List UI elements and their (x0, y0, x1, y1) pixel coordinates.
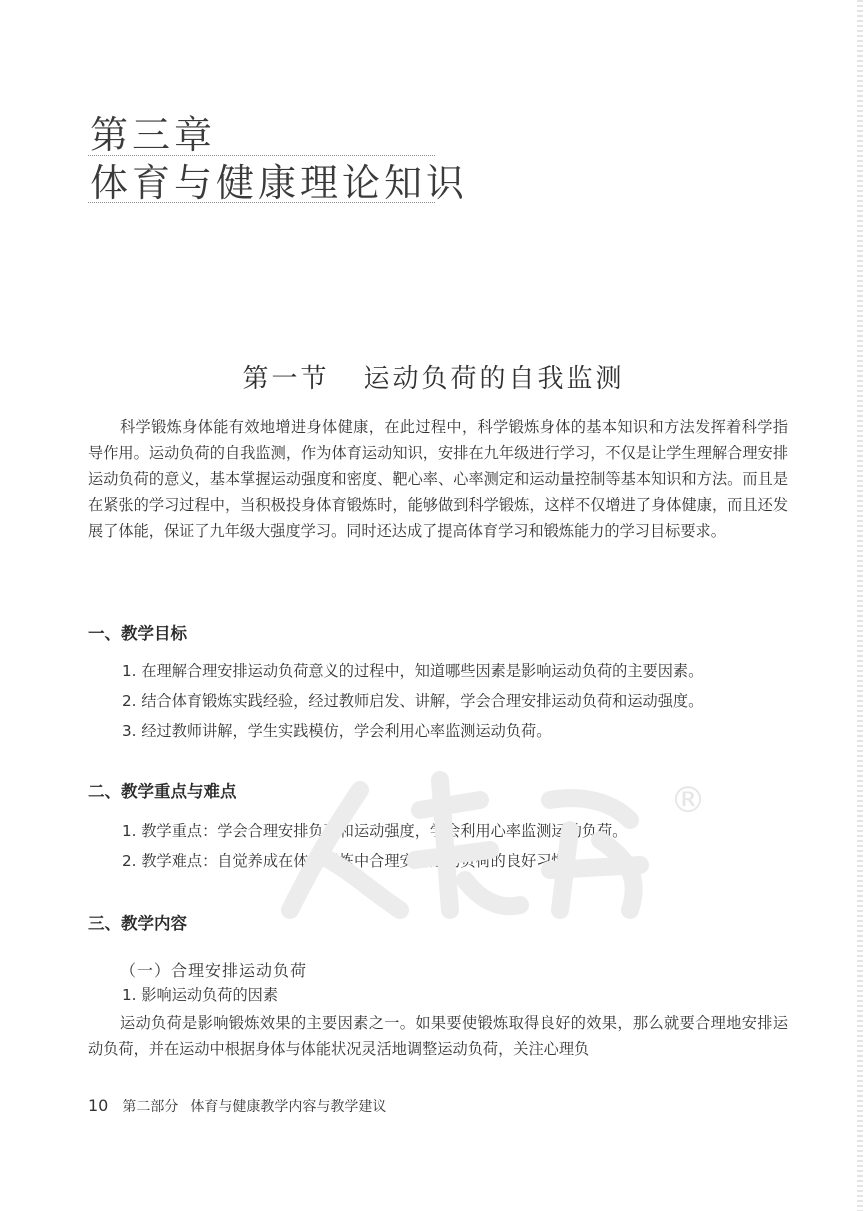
list-item: 1. 教学重点：学会合理安排负荷和运动强度，学会利用心率监测运动负荷。 (122, 822, 628, 840)
list-item: 3. 经过教师讲解，学生实践模仿，学会利用心率监测运动负荷。 (122, 722, 552, 740)
intro-paragraph: 科学锻炼身体能有效地增进身体健康，在此过程中，科学锻炼身体的基本知识和方法发挥着科学指导作用。运动负荷的自我监测，作为体育运动知识，安排在九年级进行学习，不仅是让学生理解合理安排运动负荷的意义，基本掌握运动强度和密度、靶心率、心率测定和运动量控制等基本知识和方法。而且是在紧张的学习过程中，当积极投身体育锻炼时，能够做到科学锻炼，这样不仅增进了身体健康，而且还发展了体能，保证了九年级大强度学习。同时还达成了提高体育学习和锻炼能力的学习目标要求。 (88, 418, 788, 540)
objectives-list (122, 656, 703, 746)
footer-part-title: 体育与健康教学内容与教学建议 (190, 1099, 387, 1115)
chapter-divider-bottom (88, 202, 435, 203)
registered-mark: ® (670, 780, 706, 821)
section-title: 运动负荷的自我监测 (363, 364, 625, 394)
content-paragraph: 运动负荷是影响锻炼效果的主要因素之一。如果要使锻炼取得良好的效果，那么就要合理地安排运动负荷，并在运动中根据身体与体能状况灵活地调整运动负荷，关注心理负 (88, 1014, 788, 1058)
list-item: 2. 结合体育锻炼实践经验，经过教师启发、讲解，学会合理安排运动负荷和运动强度。 (122, 692, 704, 710)
heading-key-points: 二、教学重点与难点 (88, 782, 237, 801)
chapter-title: 体育与健康理论知识 (90, 161, 469, 205)
page-edge-shadow (857, 0, 863, 1211)
section-heading (0, 358, 867, 395)
heading-objectives: 一、教学目标 (88, 624, 187, 643)
page-footer (88, 1096, 386, 1116)
content-subheading: （一）合理安排运动负荷 (120, 961, 308, 980)
content-subsubheading: 1. 影响运动负荷的因素 (122, 986, 279, 1004)
heading-content: 三、教学内容 (88, 914, 187, 933)
key-points-list (122, 816, 627, 876)
chapter-number: 第三章 (90, 113, 217, 157)
page-number: 10 (88, 1096, 109, 1115)
section-label: 第一节 (242, 364, 330, 394)
list-item: 1. 在理解合理安排运动负荷意义的过程中，知道哪些因素是影响运动负荷的主要因素。 (122, 662, 704, 680)
list-item: 2. 教学难点：自觉养成在体育锻炼中合理安排运动负荷的良好习惯。 (122, 852, 582, 870)
footer-part: 第二部分 (122, 1099, 179, 1115)
